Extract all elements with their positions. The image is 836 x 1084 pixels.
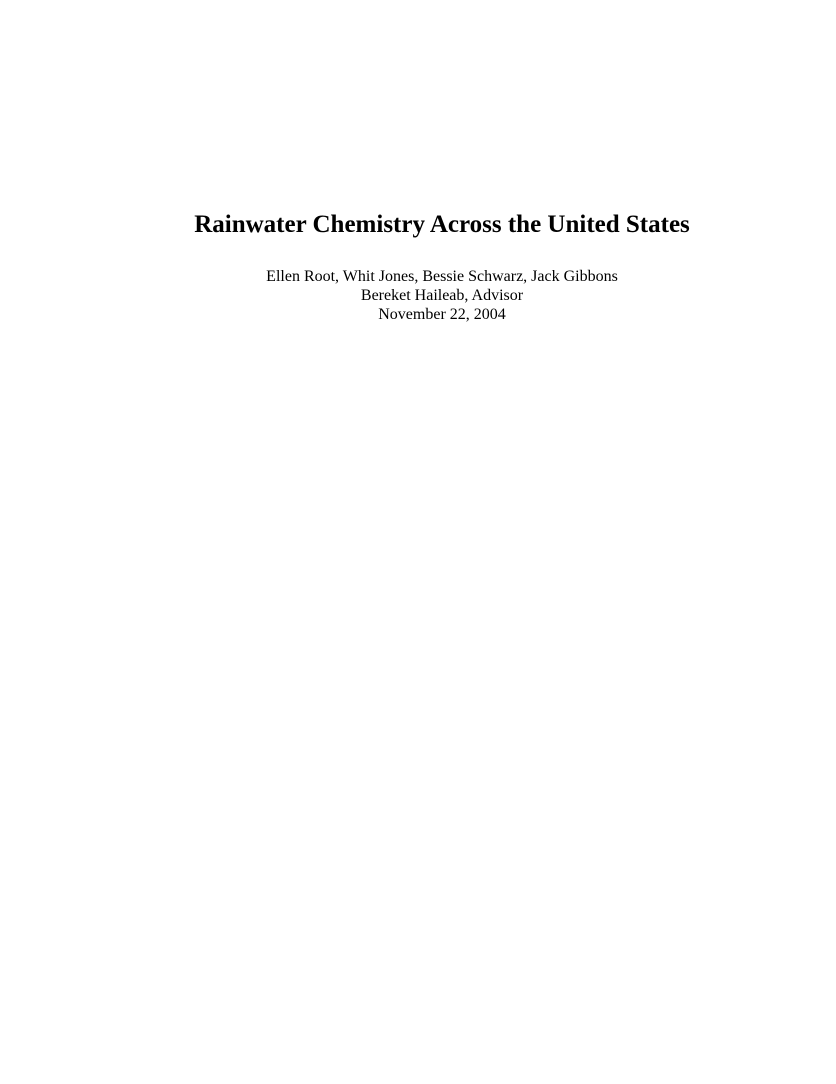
- authors-line: Ellen Root, Whit Jones, Bessie Schwarz, Jack Gibbons: [266, 268, 618, 285]
- author-block: [0, 267, 836, 324]
- title-block: [0, 208, 836, 324]
- advisor-line: Bereket Haileab, Advisor: [360, 287, 524, 304]
- document-title: Rainwater Chemistry Across the United States: [194, 211, 690, 238]
- date-line: November 22, 2004: [378, 306, 506, 323]
